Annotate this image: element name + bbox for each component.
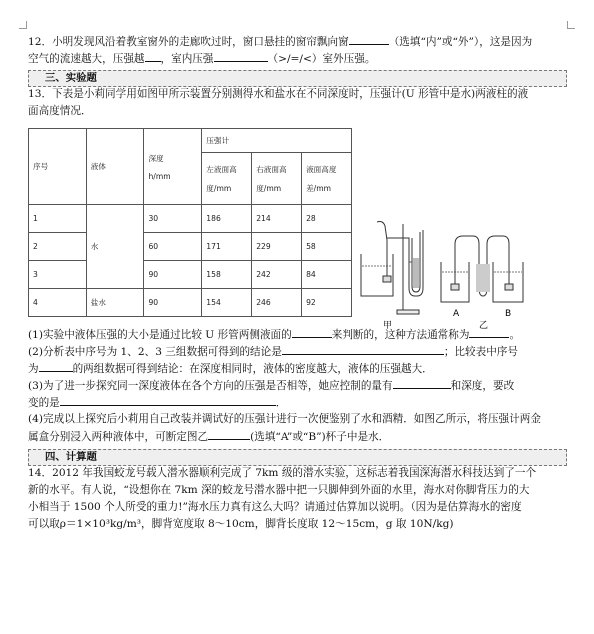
beaker-jia-icon <box>361 254 393 296</box>
label-b: B <box>505 309 512 319</box>
section-header-experiment: 三、实验题 <box>28 70 567 87</box>
q13-sub2: (2)分析表中序号为 1、2、3 三组数据可得到的结论是 ；比较表中序号 <box>28 343 568 361</box>
q13-blank-1[interactable] <box>292 326 332 338</box>
q13-intro-line2: 面高度情况． <box>28 105 92 117</box>
label-a: A <box>453 309 460 319</box>
corner-mark-top-right <box>567 21 575 29</box>
liquid-water-cell: 水 <box>86 205 144 289</box>
header-height-diff: 液面高度 差/mm <box>302 153 352 205</box>
q13-sub2-cont: 为 的两组数据可得到结论：在深度相同时，液体的密度越大，液体的压强越大． <box>28 360 568 378</box>
q13-sub4-cont: 属盒分别浸入两种液体中，可断定图乙 (选填“A”或“B”)杯子中是水． <box>28 428 568 446</box>
data-table <box>28 128 352 317</box>
header-liquid: 液体 <box>86 129 144 205</box>
table-row: 3 90 158 242 84 <box>29 261 352 289</box>
q12-line2: 空气的流速越大，压强越 ，室内压强 （>/=/<）室外压强。 <box>28 50 568 68</box>
table-row: 1 水 30 186 214 28 <box>29 205 352 233</box>
q13-blank-7[interactable] <box>208 428 250 440</box>
header-right-height: 右液面高 度/mm <box>252 153 302 205</box>
q14-line3: 小相当于 1500 个人所受的重力!”海水压力真有这么大吗？请通过估算加以说明。（因为是估算海水的密度 <box>28 501 522 513</box>
header-gauge: 压强计 <box>202 129 352 153</box>
section-header-calculation: 四、计算题 <box>28 449 567 466</box>
header-seq: 序号 <box>29 129 87 205</box>
q14-line4: 可以取ρ＝1×10³kg/m³，脚背宽度取 8～10cm，脚背长度取 12～15cm，g 取 10N/kg) <box>28 518 454 530</box>
label-jia: 甲 <box>383 321 393 330</box>
q14-line2: 新的水平。有人说，“设想你在 7km 深的蛟龙号潜水器中把一只脚伸到外面的水里，海水对你脚背压力的大 <box>28 484 530 496</box>
q13-sub3-cont: 变的是 ． <box>28 394 568 412</box>
q12-line1: 12．小明发现风沿着教室窗外的走廊吹过时，窗口悬挂的窗帘飘向窗 （选填“内”或“外”），这是因为 <box>28 33 568 51</box>
apparatus-figure <box>357 218 573 330</box>
q13-blank-4[interactable] <box>39 360 73 372</box>
header-depth: 深度 h/mm <box>144 129 202 205</box>
q13-blank-6[interactable] <box>60 394 276 406</box>
table-row: 4 盐水 90 154 246 92 <box>29 289 352 317</box>
q13-sub3: (3)为了进一步探究同一深度液体在各个方向的压强是否相等，她应控制的量有 和深度，要改 <box>28 377 568 395</box>
q12-blank-1[interactable] <box>349 33 389 45</box>
table-row: 2 60 171 229 58 <box>29 233 352 261</box>
q13-blank-3[interactable] <box>282 343 444 355</box>
beaker-b-icon <box>493 262 523 302</box>
header-left-height: 左液面高 度/mm <box>202 153 252 205</box>
q13-blank-2[interactable] <box>469 326 509 338</box>
q13-sub1: (1)实验中液体压强的大小是通过比较 U 形管两侧液面的 来判断的，这种方法通常称为 。 <box>28 326 568 344</box>
label-yi: 乙 <box>479 321 489 330</box>
q12-blank-3[interactable] <box>214 50 268 62</box>
q14-line1: 14．2012 年我国蛟龙号载人潜水器顺利完成了 7km 级的潜水实验，这标志着我国深海潜水科技达到了一个 <box>28 467 537 479</box>
corner-mark-top-left <box>19 21 27 29</box>
q13-blank-5[interactable] <box>393 377 451 389</box>
q13-sub4: (4)完成以上探究后小莉用自己改装并调试好的压强计进行一次便鉴别了水和酒精．如图乙所示，将压强计两金 <box>28 413 541 425</box>
q13-intro-line1: 13．下表是小莉同学用如图甲所示装置分别测得水和盐水在不同深度时，压强计(U 形管中是水)两液柱的液 <box>28 88 529 100</box>
q12-blank-2[interactable] <box>145 50 161 62</box>
